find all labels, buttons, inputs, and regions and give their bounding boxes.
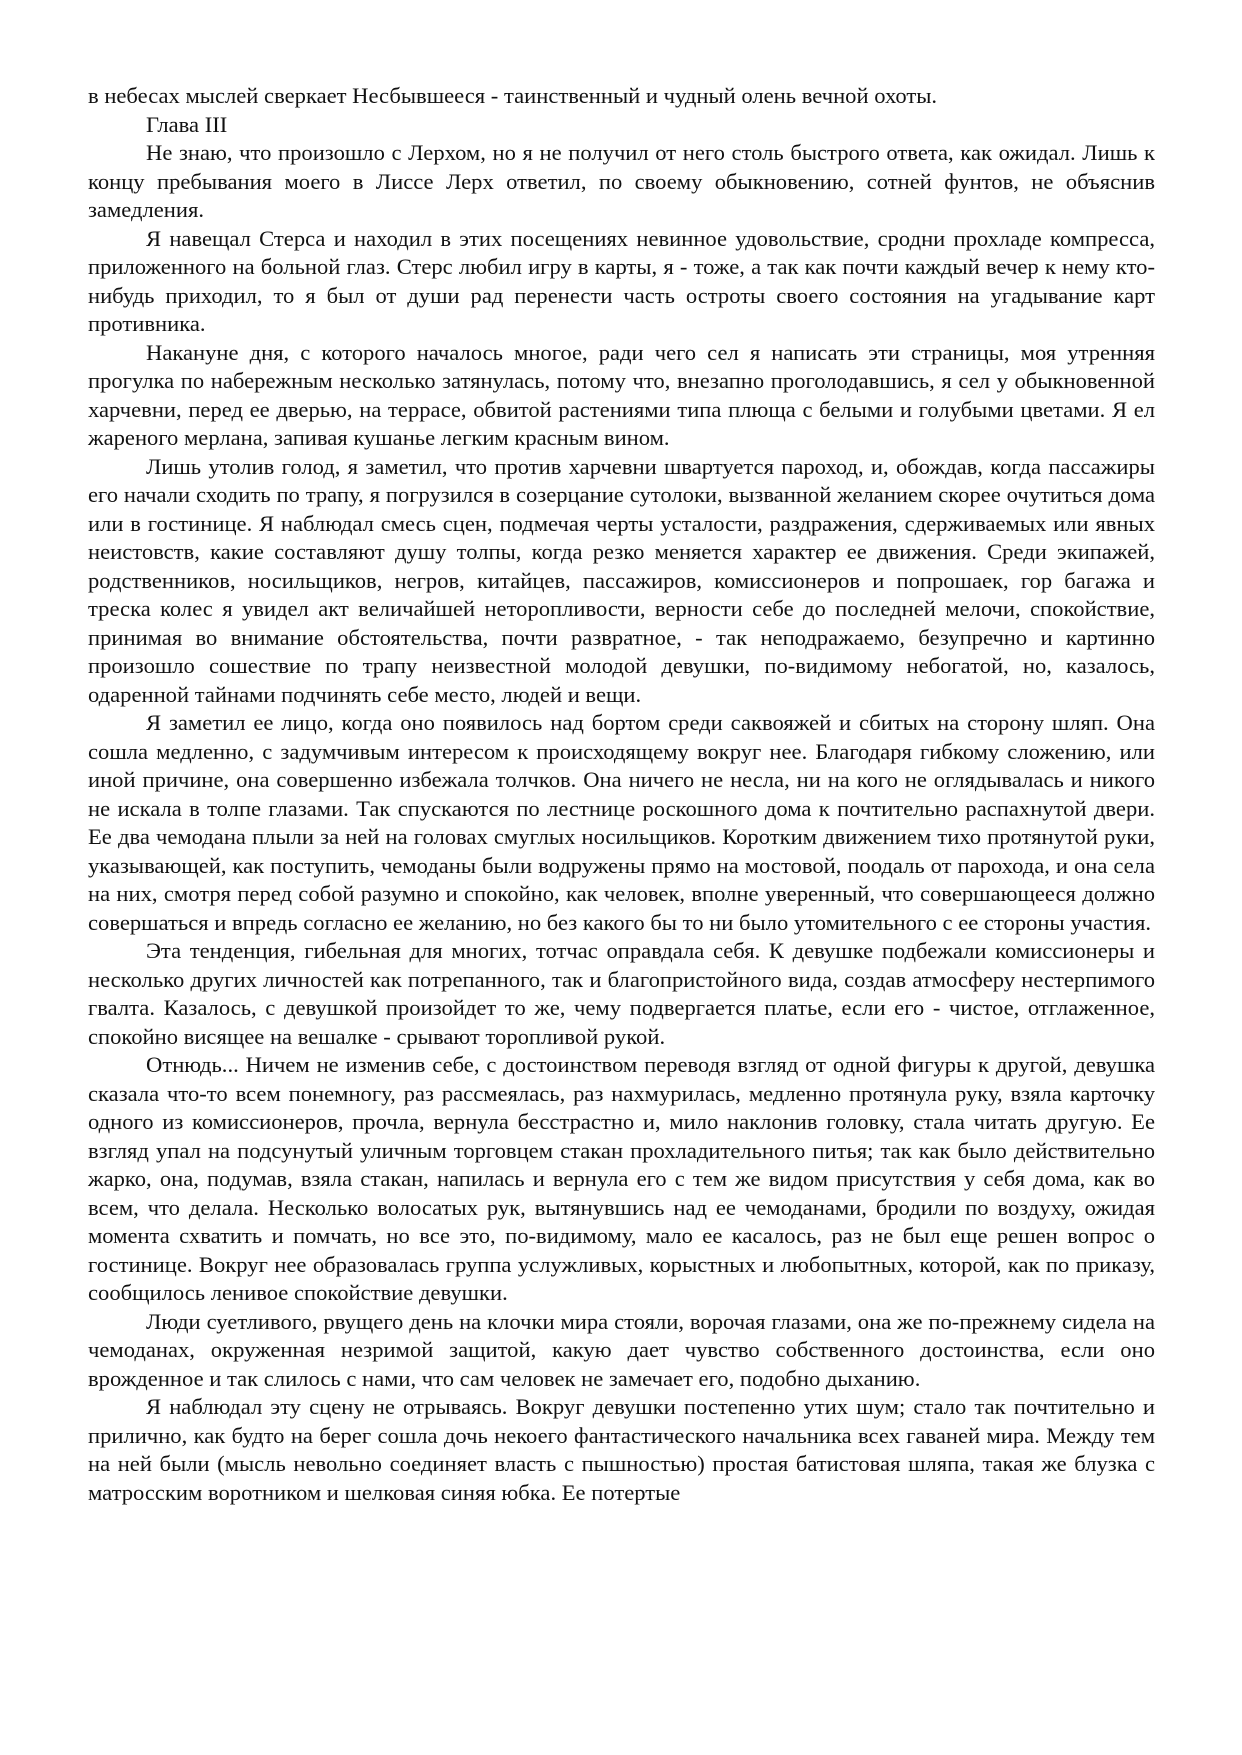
paragraph-8: Люди суетливого, рвущего день на клочки мира стояли, ворочая глазами, она же по-прежнему сидела на чемоданах, окруженная незримой защитой, какую дает чувство собственного достоинства, если оно врожденное и так слилось с нами, что сам человек не замечает его, подобно дыханию. (88, 1308, 1155, 1391)
paragraph-7: Отнюдь... Ничем не изменив себе, с достоинством переводя взгляд от одной фигуры к другой, девушка сказала что-то всем понемногу, раз рассмеялась, раз нахмурилась, медленно протянула руку, взяла карточку одного из комиссионеров, прочла, вернула бесстрастно и, мило наклонив головку, стала читать другую. Ее взгляд упал на подсунутый уличным торговцем стакан прохладительного питья; так как было действительно жарко, она, подумав, взяла стакан, напилась и вернула его с тем же видом присутствия у себя дома, как во всем, что делала. Несколько волосатых рук, вытянувшись над ее чемоданами, бродили по воздуху, ожидая момента схватить и помчать, но все это, по-видимому, мало ее касалось, раз не был еще решен вопрос о гостинице. Вокруг нее образовалась группа услужливых, корыстных и любопытных, которой, как по приказу, сообщилось ленивое спокойствие девушки. (88, 1052, 1155, 1305)
chapter-heading: Глава III (146, 111, 228, 137)
paragraph-1: Не знаю, что произошло с Лерхом, но я не получил от него столь быстрого ответа, как ожидал. Лишь к концу пребывания моего в Лиссе Лерх ответил, по своему обыкновению, сотней фунтов, не объяснив замедления. (88, 140, 1155, 222)
paragraph-6: Эта тенденция, гибельная для многих, тотчас оправдала себя. К девушке подбежали комиссионеры и несколько других личностей как потрепанного, так и благопристойного вида, создав атмосферу нестерпимого гвалта. Казалось, с девушкой произойдет то же, чему подвергается платье, если его - чистое, отглаженное, спокойно висящее на вешалке - срывают торопливой рукой. (88, 938, 1155, 1049)
document-page (88, 82, 1155, 1507)
paragraph-5: Я заметил ее лицо, когда оно появилось над бортом среди саквояжей и сбитых на сторону шляп. Она сошла медленно, с задумчивым интересом к происходящему вокруг нее. Благодаря гибкому сложению, или иной причине, она совершенно избежала толчков. Она ничего не несла, ни на кого не оглядывалась и никого не искала в толпе глазами. Так спускаются по лестнице роскошного дома к почтительно распахнутой двери. Ее два чемодана плыли за ней на головах смуглых носильщиков. Коротким движением тихо протянутой руки, указывающей, как поступить, чемоданы были водружены прямо на мостовой, поодаль от парохода, и она села на них, смотря перед собой разумно и спокойно, как человек, вполне уверенный, что совершающееся должно совершаться и впредь согласно ее желанию, но без какого бы то ни было утомительного с ее стороны участия. (88, 710, 1155, 935)
paragraph-9: Я наблюдал эту сцену не отрываясь. Вокруг девушки постепенно утих шум; стало так почтительно и прилично, как будто на берег сошла дочь некоего фантастического начальника всех гаваней мира. Между тем на ней были (мысль невольно соединяет власть с пышностью) простая батистовая шляпа, такая же блузка с матросским воротником и шелковая синяя юбка. Ее потертые (88, 1394, 1155, 1505)
paragraph-2: Я навещал Стерса и находил в этих посещениях невинное удовольствие, сродни прохладе компресса, приложенного на больной глаз. Стерс любил игру в карты, я - тоже, а так как почти каждый вечер к нему кто-нибудь приходил, то я был от души рад перенести часть остроты своего состояния на угадывание карт противника. (88, 225, 1155, 336)
paragraph-3: Накануне дня, с которого началось многое, ради чего сел я написать эти страницы, моя утренняя прогулка по набережным несколько затянулась, потому что, внезапно проголодавшись, я сел у обыкновенной харчевни, перед ее дверью, на террасе, обвитой растениями типа плюща с белыми и голубыми цветами. Я ел жареного мерлана, запивая кушанье легким красным вином. (88, 339, 1155, 450)
paragraph-4: Лишь утолив голод, я заметил, что против харчевни швартуется пароход, и, обождав, когда пассажиры его начали сходить по трапу, я погрузился в созерцание сутолоки, вызванной желанием скорее очутиться дома или в гостинице. Я наблюдал смесь сцен, подмечая черты усталости, раздражения, сдерживаемых или явных неистовств, какие составляют душу толпы, когда резко меняется характер ее движения. Среди экипажей, родственников, носильщиков, негров, китайцев, пассажиров, комиссионеров и попрошаек, гор багажа и треска колес я увидел акт величайшей неторопливости, верности себе до последней мелочи, спокойствие, принимая во внимание обстоятельства, почти развратное, - так неподражаемо, безупречно и картинно произошло сошествие по трапу неизвестной молодой девушки, по-видимому небогатой, но, казалось, одаренной тайнами подчинять себе место, людей и вещи. (88, 453, 1155, 707)
opening-line: в небесах мыслей сверкает Несбывшееся - таинственный и чудный олень вечной охоты. (88, 83, 938, 108)
